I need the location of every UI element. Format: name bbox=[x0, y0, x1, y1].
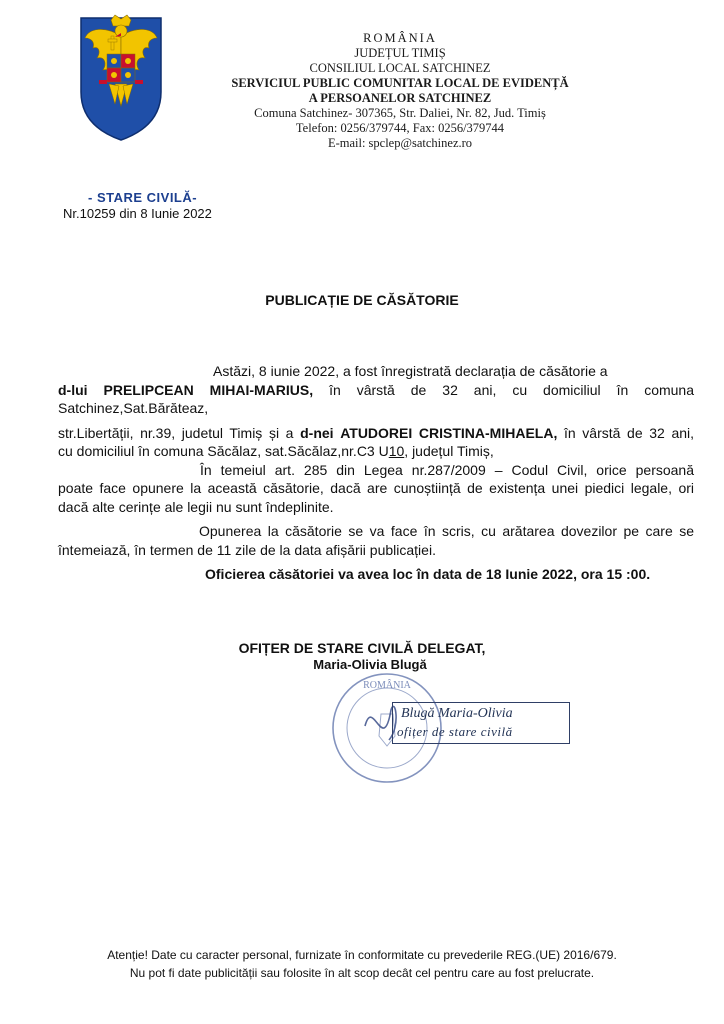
groom-prefix: d-lui bbox=[58, 381, 88, 398]
registration-number: Nr.10259 din 8 Iunie 2022 bbox=[63, 206, 212, 221]
opposition-line2: întemeiază, în termen de 11 zile de la data afișării publicației. bbox=[58, 541, 436, 558]
bride-prefix: d-nei bbox=[300, 424, 334, 441]
header-county: JUDEȚUL TIMIȘ bbox=[354, 46, 446, 60]
gdpr-notice bbox=[0, 946, 724, 982]
bride-name: ATUDOREI CRISTINA-MIHAELA, bbox=[340, 424, 558, 441]
romania-coat-of-arms bbox=[75, 14, 167, 144]
header-service-line2: A PERSOANELOR SATCHINEZ bbox=[308, 91, 492, 105]
groom-details: în vârstă de 32 ani, cu domiciliul în comuna bbox=[329, 381, 695, 398]
opposition-line1: Opunerea la căsătorie se va face în scris, cu arătarea dovezilor pe care se bbox=[199, 523, 694, 539]
bride-line bbox=[58, 424, 694, 443]
ceremony-date: Oficierea căsătoriei va avea loc în data de 18 Iunie 2022, ora 15 :00. bbox=[205, 566, 651, 582]
groom-line bbox=[58, 381, 694, 400]
groom-street: str.Libertății, nr.39, judetul Timiș și a bbox=[58, 424, 294, 441]
officer-name: Maria-Olivia Blugă bbox=[313, 657, 427, 672]
document-title: PUBLICAȚIE DE CĂSĂTORIE bbox=[265, 292, 459, 308]
header-email: E-mail: spclep@satchinez.ro bbox=[327, 136, 473, 150]
officer-role: OFIȚER DE STARE CIVILĂ DELEGAT, bbox=[238, 640, 486, 656]
bride-address-start: cu domiciliul în comuna Săcălaz, sat.Săcălaz,nr.C3 U bbox=[58, 443, 389, 459]
groom-name: PRELIPCEAN MIHAI-MARIUS, bbox=[103, 381, 314, 398]
header-service-line1: SERVICIUL PUBLIC COMUNITAR LOCAL DE EVIDENȚĂ bbox=[231, 76, 569, 90]
signature-box bbox=[392, 702, 570, 744]
bride-address bbox=[58, 442, 694, 461]
groom-locality: Satchinez,Sat.Bărăteaz, bbox=[58, 400, 209, 416]
department-label: - STARE CIVILĂ- bbox=[88, 190, 198, 205]
intro-line: Astăzi, 8 iunie 2022, a fost înregistrată declarația de căsătorie a bbox=[213, 363, 608, 379]
bride-address-end: , județul Timiș, bbox=[404, 443, 494, 459]
gdpr-line2: Nu pot fi date publicității sau folosite în alt scop decât cel pentru care au fost prelucrate. bbox=[129, 966, 595, 980]
header-address: Comuna Satchinez- 307365, Str. Daliei, Nr. 82, Jud. Timiș bbox=[254, 106, 546, 120]
header-council: CONSILIUL LOCAL SATCHINEZ bbox=[309, 61, 491, 75]
legal-line2: poate face opunere la această căsătorie, dacă are cunoștiință de existența unei piedici legale, ori bbox=[58, 480, 694, 496]
institution-header bbox=[230, 31, 570, 151]
header-country: ROMÂNIA bbox=[363, 31, 437, 45]
legal-line1: În temeiul art. 285 din Legea nr.287/2009 – Codul Civil, orice persoană bbox=[200, 461, 694, 478]
bride-age: în vârstă de 32 ani, bbox=[563, 424, 695, 441]
bride-address-unit: 10 bbox=[388, 443, 405, 459]
signbox-name: Blugă Maria-Olivia bbox=[401, 706, 513, 721]
document-body bbox=[58, 362, 694, 584]
legal-line3: dacă alte cerințe ale legii nu sunt îndeplinite. bbox=[58, 498, 334, 515]
header-phone: Telefon: 0256/379744, Fax: 0256/379744 bbox=[295, 121, 505, 135]
gdpr-line1: Atenție! Date cu caracter personal, furnizate în conformitate cu prevederile REG.(UE) 2016/679. bbox=[107, 948, 617, 962]
stamp-text: ROMÂNIA bbox=[363, 680, 411, 691]
signbox-role: ofițer de stare civilă bbox=[397, 724, 513, 739]
